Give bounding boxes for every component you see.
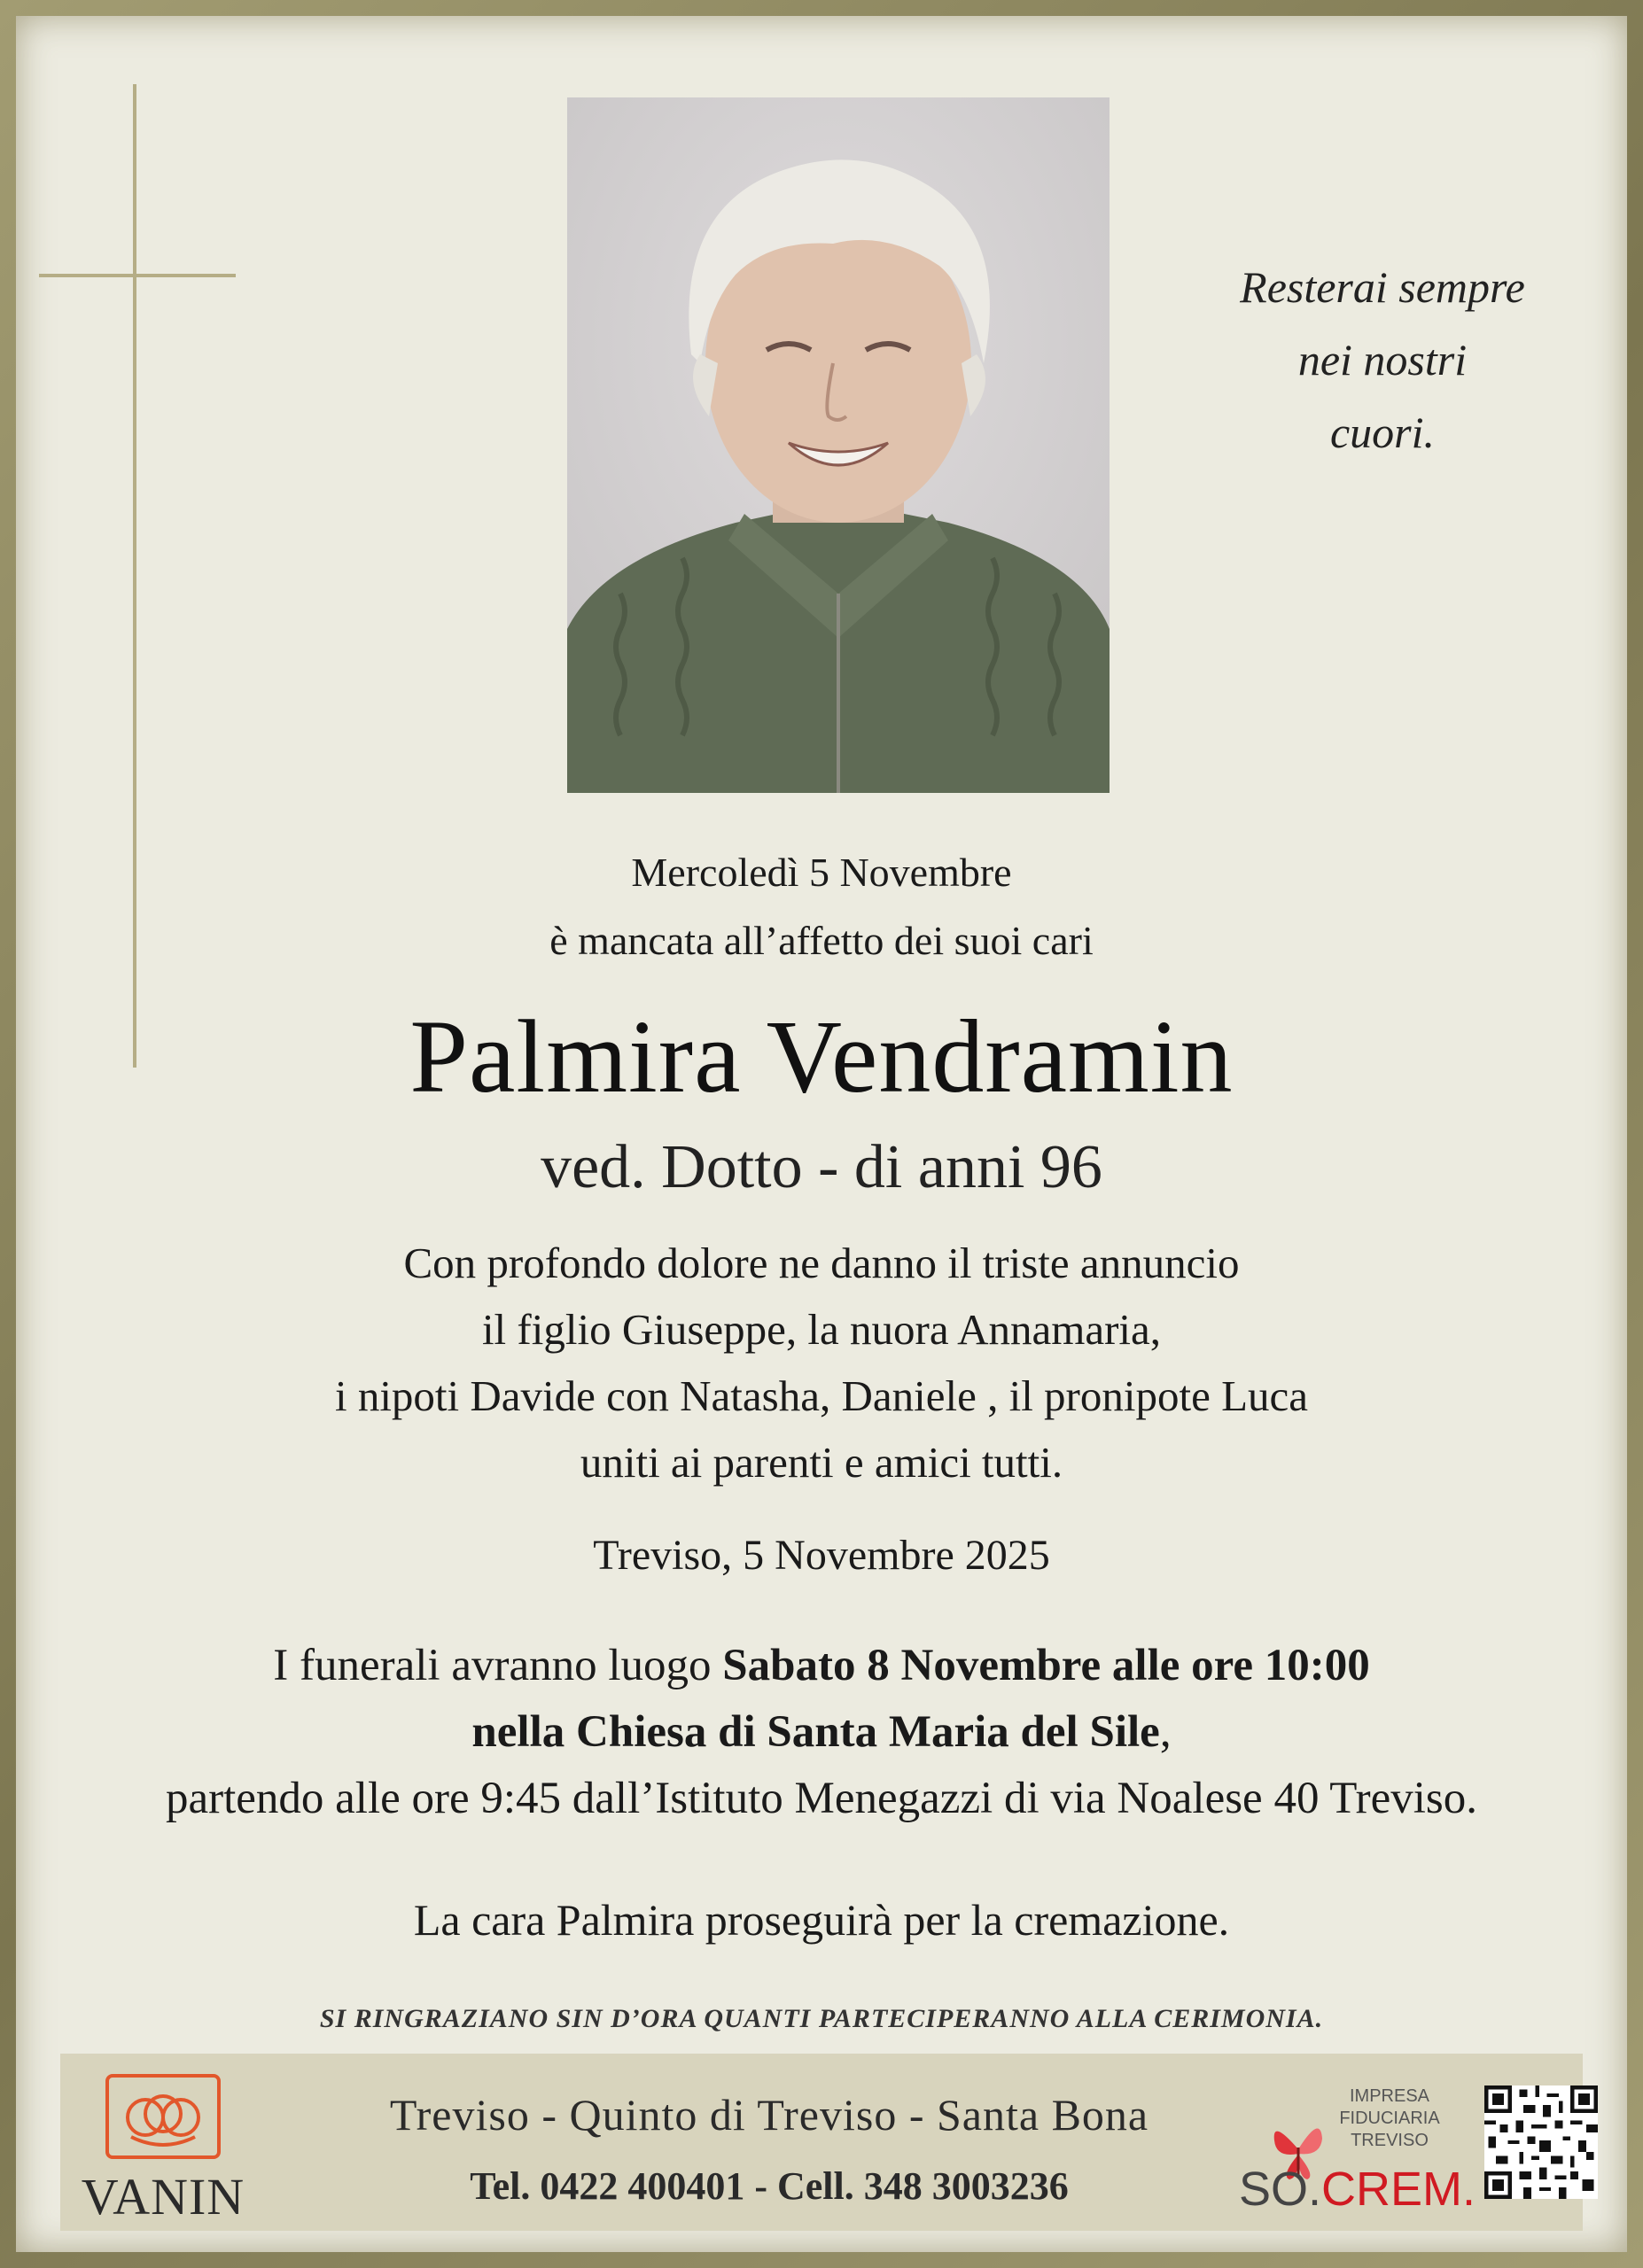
socrem-caption-line: TREVISO (1351, 2131, 1429, 2150)
family-line: i nipoti Davide con Natasha, Daniele , il pronipote Luca (334, 1371, 1309, 1420)
thanks-note: SI RINGRAZIANO SIN D’ORA QUANTI PARTECIPERANNO ALLA CERIMONIA. (319, 2004, 1324, 2033)
qr-code-icon[interactable] (1484, 2085, 1598, 2199)
family-line: il figlio Giuseppe, la nuora Annamaria, (481, 1305, 1162, 1354)
vanin-brand: VANIN (81, 2168, 245, 2225)
vanin-logo-icon (105, 2073, 222, 2160)
quote-line: nei nostri (1297, 335, 1468, 384)
funeral-departure: partendo alle ore 9:45 dall’Istituto Menegazzi di via Noalese 40 Treviso. (165, 1774, 1478, 1823)
death-date: Mercoledì 5 Novembre (631, 850, 1012, 895)
funeral-where: nella Chiesa di Santa Maria del Sile (471, 1707, 1160, 1757)
funeral-line-1 (0, 1633, 1643, 1699)
epitaph-quote (1196, 251, 1569, 469)
intro-line: è mancata all’affetto dei suoi cari (549, 918, 1094, 963)
funeral-home-footer (60, 2054, 1583, 2231)
family-announcement (0, 1230, 1643, 1495)
socrem-crem: CREM. (1321, 2163, 1476, 2216)
footer-phones: Tel. 0422 400401 - Cell. 348 3003236 (470, 2164, 1069, 2208)
quote-line: Resterai sempre (1240, 262, 1525, 312)
funeral-prefix: I funerali avranno luogo (273, 1641, 723, 1690)
socrem-caption-line: FIDUCIARIA (1339, 2109, 1440, 2128)
funeral-line-2 (0, 1699, 1643, 1766)
cross-icon-arm (39, 274, 236, 277)
socrem-so: SO. (1239, 2163, 1322, 2216)
socrem-logo (1239, 2162, 1476, 2217)
deceased-name: Palmira Vendramin (409, 998, 1234, 1115)
family-line: uniti ai parenti e amici tutti. (580, 1438, 1063, 1487)
footer-locations: Treviso - Quinto di Treviso - Santa Bona (389, 2090, 1149, 2140)
family-line: Con profondo dolore ne danno il triste annuncio (403, 1239, 1240, 1287)
deceased-portrait (567, 97, 1110, 793)
deceased-subtitle: ved. Dotto - di anni 96 (541, 1133, 1102, 1201)
place-date: Treviso, 5 Novembre 2025 (593, 1532, 1050, 1579)
funeral-where-suffix: , (1159, 1707, 1172, 1757)
socrem-caption-line: IMPRESA (1349, 2086, 1430, 2106)
funeral-when: Sabato 8 Novembre alle ore 10:00 (722, 1641, 1370, 1690)
socrem-caption (1328, 2085, 1452, 2152)
funeral-details (0, 1633, 1643, 1832)
quote-line: cuori. (1329, 408, 1436, 457)
cremation-note: La cara Palmira proseguirà per la cremazione. (413, 1895, 1230, 1945)
